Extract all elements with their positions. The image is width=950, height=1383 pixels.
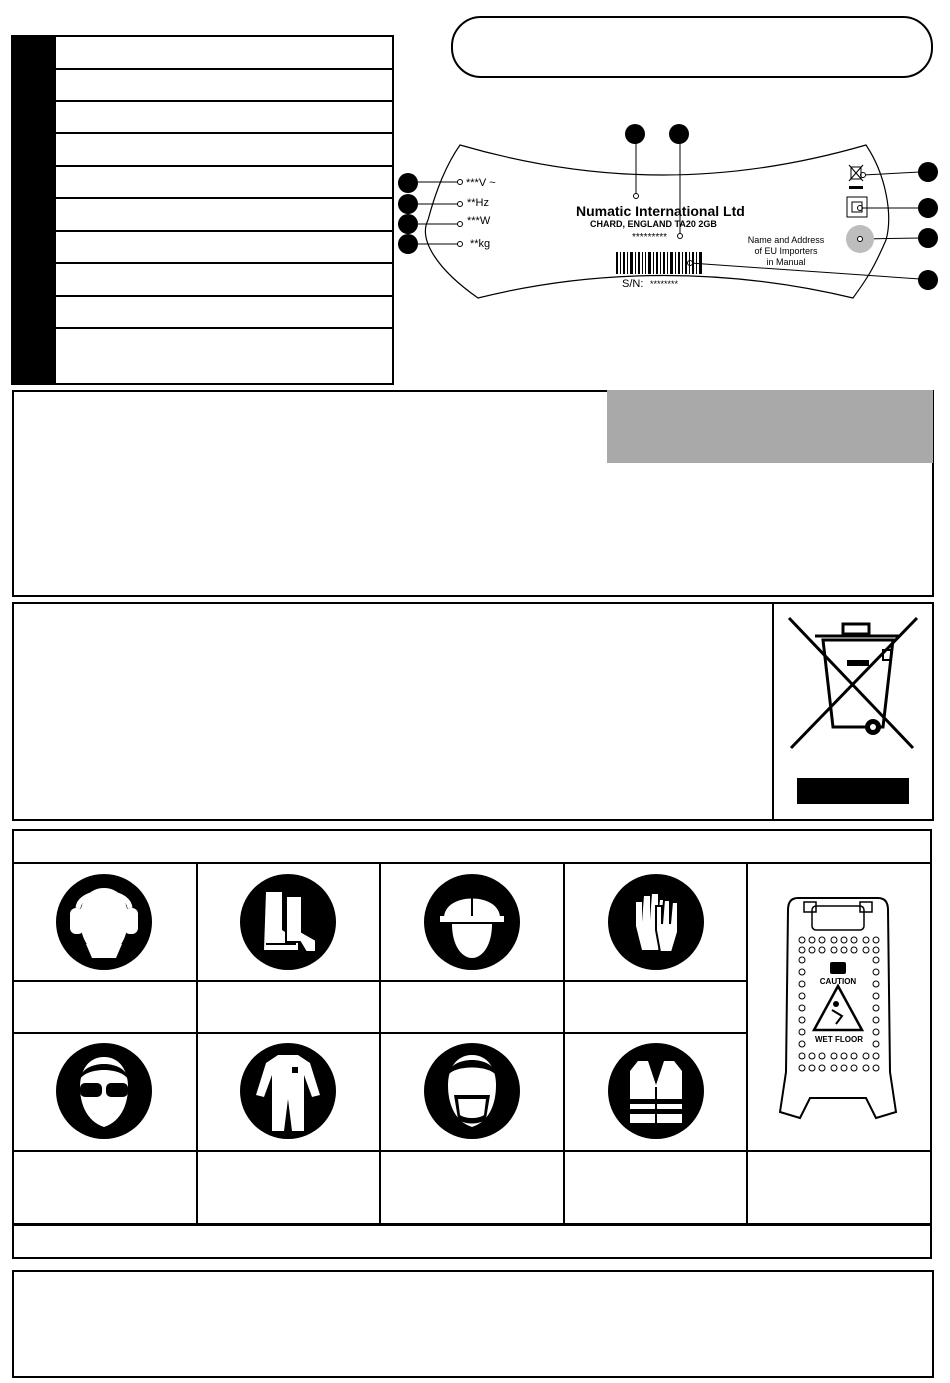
leader-dot — [458, 222, 463, 227]
plate-importer-line: of EU Importers — [754, 246, 818, 256]
eye-protection-icon — [56, 1043, 152, 1139]
plate-importer-note — [736, 235, 836, 268]
plate-model-code: ********* — [632, 232, 668, 243]
dust-mask-icon — [424, 1043, 520, 1139]
spec-row — [11, 295, 394, 327]
plate-company: Numatic International Ltd — [576, 203, 745, 219]
callout-dot — [398, 234, 418, 254]
grid-line — [196, 864, 198, 1224]
leader-line — [863, 172, 920, 175]
notes-box — [12, 1270, 934, 1378]
spec-row — [11, 165, 394, 197]
title-pill — [451, 16, 933, 78]
hard-hat-icon — [424, 874, 520, 970]
leader-dot — [458, 202, 463, 207]
spec-row-number — [11, 327, 56, 383]
leader-dot — [678, 234, 683, 239]
grid-line — [12, 1150, 932, 1152]
spec-row — [11, 100, 394, 132]
ppe-footer — [12, 1224, 932, 1259]
leader-dot — [458, 180, 463, 185]
grid-line — [12, 980, 748, 982]
grid-line — [12, 1032, 748, 1034]
spec-row-number — [11, 295, 56, 327]
spec-table — [11, 35, 394, 385]
plate-importer-line: in Manual — [766, 257, 806, 267]
spec-row-number — [11, 35, 56, 68]
grid-line — [563, 864, 565, 1224]
weee-divider — [772, 602, 774, 821]
spec-row-number — [11, 132, 56, 165]
leader-dot — [634, 194, 639, 199]
sign-caution-text: CAUTION — [819, 977, 857, 986]
callout-dot — [398, 173, 418, 193]
wet-floor-sign-icon — [778, 892, 898, 1124]
callout-dot — [625, 124, 645, 144]
spec-row — [11, 230, 394, 262]
sign-wet-floor-text: WET FLOOR — [815, 1035, 863, 1044]
grey-tab — [607, 390, 933, 463]
plate-double-insulation-icon — [847, 197, 867, 217]
plate-weee-icon — [849, 165, 863, 189]
leader-dot — [458, 242, 463, 247]
spec-row — [11, 68, 394, 100]
plate-serial-label: S/N: — [622, 278, 644, 290]
callout-dot — [918, 198, 938, 218]
callout-dot — [918, 270, 938, 290]
plate-importer-line: Name and Address — [747, 235, 825, 245]
plate-weight: **kg — [470, 238, 491, 250]
plate-address: CHARD, ENGLAND TA20 2GB — [590, 219, 717, 229]
spec-row — [11, 197, 394, 230]
spec-row-number — [11, 165, 56, 197]
ear-protection-icon — [56, 874, 152, 970]
overalls-icon — [240, 1043, 336, 1139]
spec-row-number — [11, 262, 56, 295]
grid-line — [379, 864, 381, 1224]
spec-row-number — [11, 100, 56, 132]
spec-row — [11, 35, 394, 68]
spec-row-number — [11, 68, 56, 100]
callout-dot — [398, 194, 418, 214]
callout-dot — [669, 124, 689, 144]
plate-barcode — [616, 252, 702, 274]
hi-vis-vest-icon — [608, 1043, 704, 1139]
gloves-icon — [608, 874, 704, 970]
grid-line — [746, 864, 748, 1224]
callout-dot — [918, 162, 938, 182]
spec-row — [11, 262, 394, 295]
plate-voltage: ***V ~ — [466, 177, 496, 189]
plate-frequency: **Hz — [467, 197, 490, 209]
callout-dot — [398, 214, 418, 234]
ppe-header — [12, 829, 932, 864]
spec-row-number — [11, 197, 56, 230]
plate-wattage: ***W — [467, 215, 491, 227]
safety-boots-icon — [240, 874, 336, 970]
plate-serial-value: ******** — [650, 279, 679, 289]
spec-row-number — [11, 230, 56, 262]
spec-row — [11, 132, 394, 165]
spec-row — [11, 327, 394, 385]
weee-icon — [785, 612, 925, 812]
callout-dot — [918, 228, 938, 248]
